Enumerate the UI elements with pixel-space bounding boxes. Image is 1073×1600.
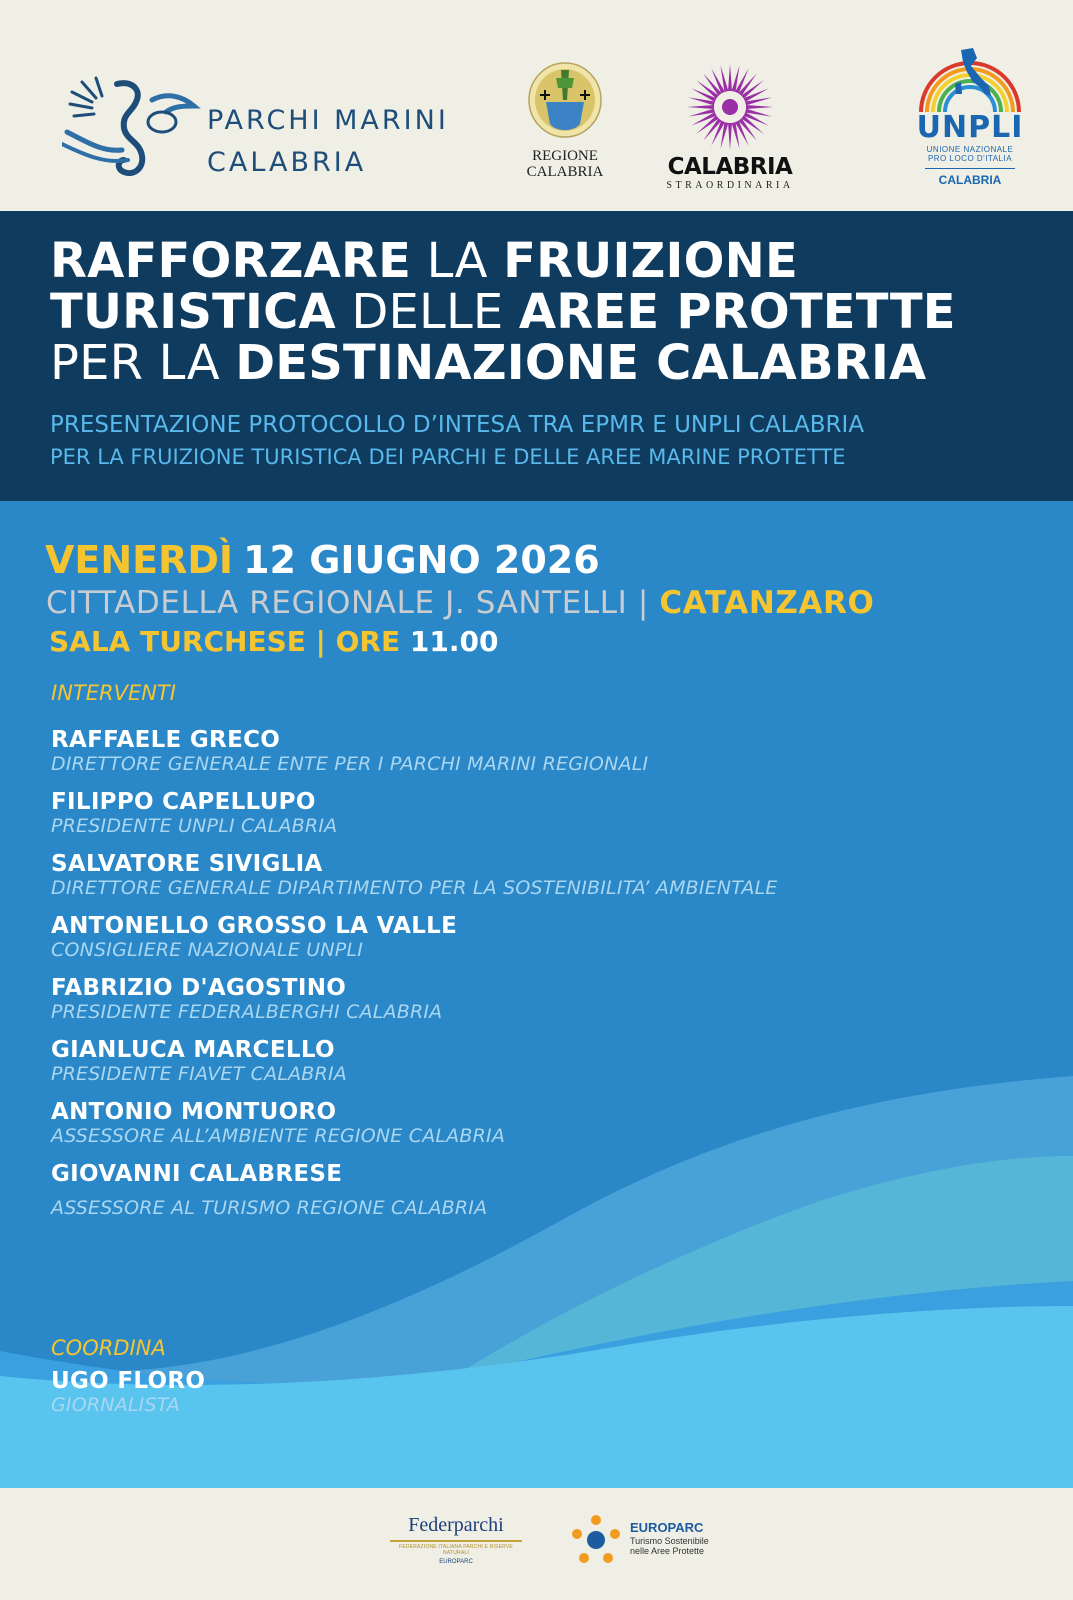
regione-crest-icon: [528, 62, 602, 142]
federparchi-wordmark: Federparchi: [408, 1514, 504, 1536]
title-l1c: FRUIZIONE: [503, 233, 798, 289]
unpli-sub2: PRO LOCO D'ITALIA: [927, 154, 1013, 163]
event-title: [50, 233, 956, 391]
unpli-region: CALABRIA: [938, 173, 1002, 187]
speaker-name: GIOVANNI CALABRESE: [51, 1161, 343, 1187]
straordinaria-sub: STRAORDINARIA: [666, 180, 794, 191]
unpli-wordmark: UNPLI: [916, 110, 1024, 145]
interventi-label: INTERVENTI: [51, 681, 176, 705]
title-l3a: PER LA: [50, 335, 236, 391]
event-day: VENERDÌ: [45, 538, 234, 582]
speaker-role: PRESIDENTE FIAVET CALABRIA: [51, 1063, 347, 1085]
event-venue: [46, 585, 874, 621]
speaker-item: [51, 789, 778, 851]
coordinator-block: [51, 1336, 205, 1416]
coordinator-role: GIORNALISTA: [51, 1394, 181, 1416]
speaker-name: SALVATORE SIVIGLIA: [51, 851, 323, 877]
federparchi-bar: [390, 1540, 522, 1542]
speaker-role: PRESIDENTE UNPLI CALABRIA: [51, 815, 338, 837]
parchi-line1: PARCHI MARINI: [207, 105, 449, 136]
speaker-item: [51, 1161, 778, 1223]
speaker-name: FABRIZIO D'AGOSTINO: [51, 975, 347, 1001]
room-name: SALA TURCHESE | ORE: [49, 625, 410, 658]
europarc-sub: [630, 1536, 709, 1556]
europarc-sub2: nelle Aree Protette: [630, 1546, 705, 1556]
logo-strip: [0, 0, 1073, 211]
purple-starburst-icon: [685, 62, 775, 152]
speaker-role: ASSESSORE ALL’AMBIENTE REGIONE CALABRIA: [51, 1125, 506, 1147]
title-l1b: LA: [411, 233, 504, 289]
unpli-divider: [925, 168, 1015, 169]
title-band: [0, 211, 1073, 501]
speaker-role: DIRETTORE GENERALE DIPARTIMENTO PER LA SOSTENIBILITA’ AMBIENTALE: [51, 877, 778, 899]
speaker-name: GIANLUCA MARCELLO: [51, 1037, 335, 1063]
calabria-straordinaria-logo: [660, 62, 800, 192]
subtitle-line2: PER LA FRUIZIONE TURISTICA DEI PARCHI E DELLE AREE MARINE PROTETTE: [50, 445, 846, 469]
europarc-sub1: Turismo Sostenibile: [630, 1536, 709, 1546]
parchi-marini-wordmark: [207, 100, 449, 184]
italy-rainbow-icon: [915, 44, 1025, 116]
federparchi-sub: FEDERAZIONE ITALIANA PARCHI E RISERVE NATURALI: [399, 1544, 513, 1556]
subtitle-line1: PRESENTAZIONE PROTOCOLLO D’INTESA TRA EPMR E UNPLI CALABRIA: [50, 412, 865, 438]
title-l2a: TURISTICA: [50, 284, 336, 340]
speaker-item: [51, 975, 778, 1037]
coordina-label: COORDINA: [51, 1336, 166, 1360]
title-l2b: DELLE: [335, 284, 519, 340]
title-l3b: DESTINAZIONE CALABRIA: [235, 335, 927, 391]
federparchi-logo: [390, 1514, 522, 1565]
coordinator-name: UGO FLORO: [51, 1368, 206, 1394]
title-l1a: RAFFORZARE: [50, 233, 412, 289]
speaker-name: ANTONIO MONTUORO: [51, 1099, 337, 1125]
speaker-role: ASSESSORE AL TURISMO REGIONE CALABRIA: [51, 1197, 488, 1219]
europarc-logo: [568, 1512, 708, 1572]
regione-line1: REGIONE: [532, 148, 598, 164]
event-date-value: 12 GIUGNO 2026: [243, 538, 600, 582]
title-l2c: AREE PROTETTE: [518, 284, 956, 340]
speaker-item: [51, 1099, 778, 1161]
europarc-wordmark: EUROPARC: [630, 1520, 704, 1535]
speaker-role: PRESIDENTE FEDERALBERGHI CALABRIA: [51, 1001, 443, 1023]
calabria-wordmark: CALABRIA: [667, 154, 793, 180]
footer: [0, 1488, 1073, 1600]
venue-city: CATANZARO: [659, 585, 875, 621]
parchi-line2: CALABRIA: [207, 147, 367, 178]
speaker-item: [51, 1037, 778, 1099]
regione-line2: CALABRIA: [526, 164, 604, 180]
seahorse-turtle-icon: [62, 72, 202, 182]
speaker-role: CONSIGLIERE NAZIONALE UNPLI: [51, 939, 364, 961]
event-time: 11.00: [409, 625, 499, 658]
regione-calabria-logo: [520, 62, 610, 192]
federparchi-europarc: EUROPARC: [439, 1559, 473, 1565]
main-content: [0, 501, 1073, 1488]
event-room-time: [49, 625, 498, 658]
speaker-name: ANTONELLO GROSSO LA VALLE: [51, 913, 458, 939]
event-subtitle: [50, 409, 864, 473]
speaker-item: [51, 727, 778, 789]
speaker-name: FILIPPO CAPELLUPO: [51, 789, 316, 815]
parchi-marini-logo: [62, 72, 482, 192]
event-date: [45, 538, 600, 582]
europarc-star-icon: [568, 1512, 624, 1568]
speaker-item: [51, 851, 778, 913]
speaker-role: DIRETTORE GENERALE ENTE PER I PARCHI MARINI REGIONALI: [51, 753, 649, 775]
unpli-logo: [905, 44, 1035, 199]
venue-name: CITTADELLA REGIONALE J. SANTELLI |: [46, 585, 660, 621]
unpli-sub1: UNIONE NAZIONALE: [926, 145, 1014, 154]
speaker-name: RAFFAELE GRECO: [51, 727, 281, 753]
speaker-list: [51, 727, 778, 1223]
speaker-item: [51, 913, 778, 975]
